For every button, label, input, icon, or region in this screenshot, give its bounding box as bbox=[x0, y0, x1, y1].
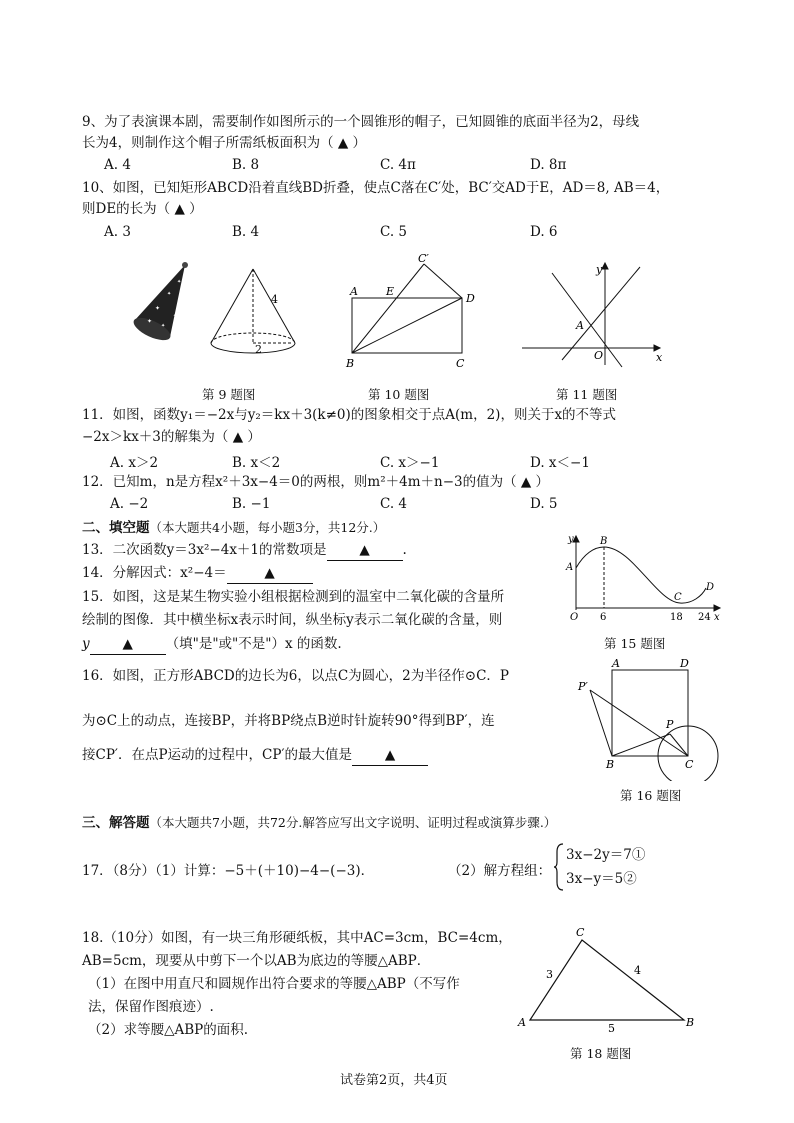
q12-option-a: A. −2 bbox=[110, 496, 149, 512]
q9-line1: 9、为了表演课本剧，需要制作如图所示的一个圆锥形的帽子，已知圆锥的底面半径为2，母线 bbox=[82, 114, 640, 130]
fig9-radius-label: 2 bbox=[255, 343, 262, 356]
fig15-label-b: B bbox=[600, 536, 608, 547]
fig16-label-a: A bbox=[612, 657, 620, 670]
section3-note: （本大题共7小题，共72分.解答应写出文字说明、证明过程或演算步骤.） bbox=[149, 815, 557, 830]
q12-option-d: D. 5 bbox=[530, 496, 558, 512]
q17-part1: 17．（8分）（1）计算：−5＋(＋10)−4−(−3)． bbox=[82, 863, 375, 879]
q18-line1: 18.（10分）如图，有一块三角形硬纸板，其中AC=3cm，BC=4cm， bbox=[82, 930, 512, 946]
fig11-label-o: O bbox=[594, 349, 604, 362]
fig16-caption: 第 16 题图 bbox=[620, 788, 682, 803]
svg-text:✦: ✦ bbox=[177, 279, 182, 285]
fig10-label-a: A bbox=[350, 285, 358, 298]
q17-brace bbox=[553, 842, 565, 892]
svg-text:✦: ✦ bbox=[155, 305, 161, 312]
fig15-label-x: x bbox=[714, 612, 720, 623]
q13-text: 13．二次函数y＝3x²−4x＋1的常数项是 bbox=[82, 542, 327, 558]
fig10-label-d: D bbox=[466, 292, 475, 305]
q12-option-c: C. 4 bbox=[380, 496, 408, 512]
svg-text:✦: ✦ bbox=[167, 291, 172, 297]
section2-title: 二、填空题 bbox=[82, 520, 150, 536]
fig11-caption: 第 11 题图 bbox=[556, 387, 618, 402]
fig10-label-e: E bbox=[386, 285, 395, 298]
cone-drawing bbox=[211, 269, 295, 353]
section2-header bbox=[82, 518, 385, 538]
q9-option-d: D. 8π bbox=[530, 157, 567, 173]
q18-line4: 法，保留作图痕迹）. bbox=[88, 999, 214, 1015]
fig16-label-c: C bbox=[685, 758, 694, 771]
fig18-label-ac: 3 bbox=[546, 968, 553, 981]
fig16-label-d: D bbox=[680, 657, 689, 670]
q9-option-b: B. 8 bbox=[232, 157, 260, 173]
fig16-label-b: B bbox=[606, 758, 615, 771]
fig15-tick-6: 6 bbox=[600, 612, 607, 623]
fig16-label-p-prime: P′ bbox=[578, 680, 588, 693]
fig11-label-y: y bbox=[596, 263, 603, 276]
q15-line2: 绘制的图像．其中横坐标x表示时间，纵坐标y表示二氧化碳的含量，则 bbox=[82, 612, 503, 628]
q17-part2: （2）解方程组： bbox=[448, 863, 552, 879]
q9-line2: 长为4，则制作这个帽子所需纸板面积为（ ▲ ） bbox=[82, 135, 367, 151]
q9-option-a: A. 4 bbox=[104, 157, 131, 173]
fig9-slant-label: 4 bbox=[271, 293, 278, 306]
q17-eq2: 3x−y＝5② bbox=[566, 871, 637, 887]
fig15-tick-18: 18 bbox=[670, 612, 683, 623]
q16-line3 bbox=[82, 745, 428, 766]
fig18-triangle bbox=[512, 922, 702, 1032]
fig15-co2-graph bbox=[562, 530, 732, 630]
svg-text:✦: ✦ bbox=[147, 318, 153, 325]
fig15-caption: 第 15 题图 bbox=[604, 636, 666, 651]
fig11-label-x: x bbox=[656, 351, 663, 364]
q10-line1: 10、如图，已知矩形ABCD沿着直线BD折叠，使点C落在C′处，BC′交AD于E，AD＝8, AB＝4， bbox=[82, 180, 670, 196]
fig10-label-c-prime: C′ bbox=[418, 252, 429, 265]
q10-option-d: D. 6 bbox=[530, 224, 558, 240]
fig15-label-a: A bbox=[566, 562, 574, 573]
fig9-caption: 第 9 题图 bbox=[202, 387, 256, 402]
fig11-label-a: A bbox=[576, 319, 584, 332]
q12-line1: 12．已知m，n是方程x²＋3x−4＝0的两根，则m²＋4m＋n−3的值为（ ▲ ） bbox=[82, 474, 550, 490]
q18-line3: （1）在图中用直尺和圆规作出符合要求的等腰△ABP（不写作 bbox=[88, 976, 460, 992]
fig10-caption: 第 10 题图 bbox=[368, 387, 430, 402]
q11-option-c: C. x＞−1 bbox=[380, 455, 440, 471]
fig18-label-a: A bbox=[518, 1016, 526, 1029]
fig16-label-p: P bbox=[666, 718, 674, 731]
q16-text: 接CP′．在点P运动的过程中，CP′的最大值是 bbox=[82, 747, 353, 763]
fig18-label-c: C bbox=[576, 926, 585, 939]
q13-blank[interactable]: ▲ bbox=[327, 540, 403, 561]
q10-option-c: C. 5 bbox=[380, 224, 408, 240]
fig15-tick-24: 24 bbox=[698, 612, 711, 623]
q11-line1: 11．如图，函数y₁＝−2x与y₂＝kx＋3(k≠0)的图象相交于点A(m，2)，则关于x的不等式 bbox=[82, 407, 617, 423]
q11-option-b: B. x＜2 bbox=[232, 455, 281, 471]
q15-line3-post: （填"是"或"不是"）x 的函数. bbox=[165, 636, 342, 652]
q15-line1: 15．如图，这是某生物实验小组根据检测到的温室中二氧化碳的含量所 bbox=[82, 589, 505, 605]
fig18-label-ab: 5 bbox=[608, 1022, 615, 1032]
q10-line2: 则DE的长为（ ▲ ） bbox=[82, 201, 203, 217]
section2-note: （本大题共4小题，每小题3分，共12分.） bbox=[149, 520, 386, 535]
fig10-rectangle-fold bbox=[340, 250, 480, 375]
fig15-label-d: D bbox=[706, 582, 715, 593]
q13 bbox=[82, 540, 407, 561]
fig18-label-b: B bbox=[686, 1016, 695, 1029]
q18-line5: （2）求等腰△ABP的面积. bbox=[88, 1022, 249, 1038]
q14 bbox=[82, 563, 313, 584]
fig16-square-circle bbox=[572, 656, 732, 781]
fig10-label-b: B bbox=[346, 357, 355, 370]
q11-option-a: A. x＞2 bbox=[110, 455, 159, 471]
section3-header bbox=[82, 813, 556, 833]
fig9-cone-hat bbox=[125, 255, 335, 380]
fig11-function-graph bbox=[512, 255, 672, 370]
q12-option-b: B. −1 bbox=[232, 496, 271, 512]
hat-image bbox=[130, 262, 188, 345]
q9-option-c: C. 4π bbox=[380, 157, 416, 173]
page-footer: 试卷第2页，共4页 bbox=[340, 1073, 448, 1088]
fig15-label-o: O bbox=[570, 612, 579, 623]
q11-line2: −2x＞kx＋3的解集为（ ▲ ） bbox=[82, 429, 261, 445]
section3-title: 三、解答题 bbox=[82, 815, 150, 831]
fig15-label-y: y bbox=[568, 534, 574, 545]
q10-option-a: A. 3 bbox=[104, 224, 131, 240]
fig18-label-bc: 4 bbox=[634, 964, 641, 977]
q15-line3 bbox=[82, 634, 342, 655]
fig10-label-c: C bbox=[456, 357, 465, 370]
q14-text: 14．分解因式：x²−4＝ bbox=[82, 565, 227, 581]
q16-blank[interactable]: ▲ bbox=[352, 745, 428, 766]
q10-option-b: B. 4 bbox=[232, 224, 260, 240]
q11-option-d: D. x＜−1 bbox=[530, 455, 590, 471]
q16-line1: 16．如图，正方形ABCD的边长为6，以点C为圆心，2为半径作⊙C．P bbox=[82, 668, 509, 684]
q15-y: y bbox=[82, 636, 90, 652]
q16-line2: 为⊙C上的动点，连接BP，并将BP绕点B逆时针旋转90°得到BP′，连 bbox=[82, 713, 495, 729]
fig18-caption: 第 18 题图 bbox=[570, 1046, 632, 1061]
q15-blank[interactable]: ▲ bbox=[90, 634, 166, 655]
q13-end: . bbox=[402, 542, 407, 558]
q14-blank[interactable]: ▲ bbox=[227, 563, 313, 584]
q17-eq1: 3x−2y＝7① bbox=[566, 847, 646, 863]
svg-text:✦: ✦ bbox=[173, 313, 178, 319]
q18-line2: AB=5cm，现要从中剪下一个以AB为底边的等腰△ABP． bbox=[82, 953, 431, 969]
fig15-label-c: C bbox=[674, 592, 682, 603]
svg-text:✦: ✦ bbox=[161, 323, 166, 329]
